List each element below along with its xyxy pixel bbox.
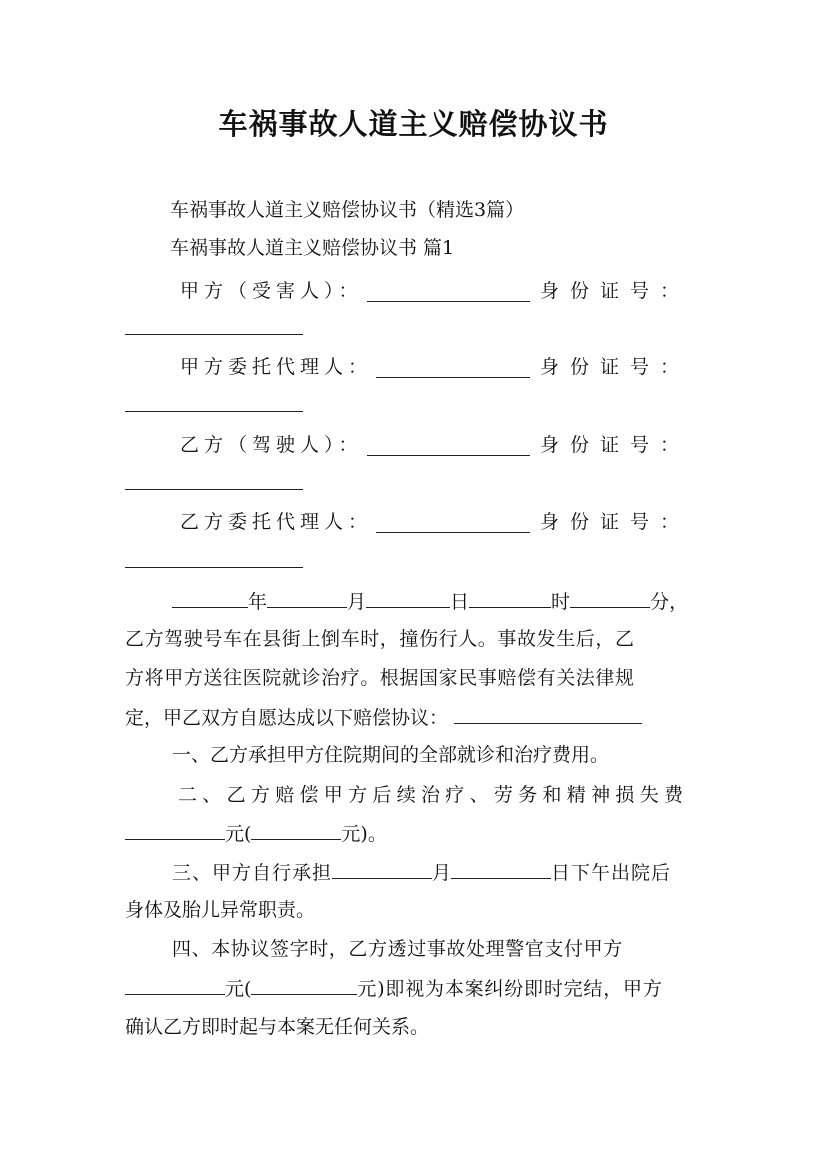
clause-text: 三、甲方自行承担: [172, 862, 333, 884]
clause-1: 一、乙方承担甲方住院期间的全部就诊和治疗费用。: [172, 744, 610, 766]
party-row-driver-agent: [180, 509, 690, 535]
year-label: 年: [248, 591, 268, 613]
blank-line: [251, 975, 357, 995]
id-label: 身份证号：: [539, 356, 690, 378]
party-row-victim-agent: [180, 354, 690, 380]
month-label: 月: [432, 862, 452, 884]
clause-4-line2: [125, 975, 663, 1002]
hour-label: 时: [551, 591, 571, 613]
clause-3-line1: [172, 859, 671, 886]
blank-line: [366, 588, 450, 608]
paragraph-line: [125, 704, 642, 731]
party-label: 乙方（驾驶人）：: [180, 434, 363, 456]
blank-line: [125, 975, 225, 995]
document-title: 车祸事故人道主义赔偿协议书: [218, 107, 609, 141]
datetime-line: [172, 588, 688, 615]
paragraph-line: 乙方驾驶号车在县街上倒车时，撞伤行人。事故发生后，乙: [125, 628, 635, 650]
minute-label: 分，: [650, 591, 689, 613]
section-heading: 车祸事故人道主义赔偿协议书 篇1: [170, 237, 455, 259]
party-label: 甲方委托代理人：: [180, 356, 373, 378]
clause-text: 元)即视为本案纠纷即时完结，甲方: [357, 978, 663, 1000]
unit-text: 元(: [225, 978, 252, 1000]
blank-line: [367, 282, 530, 302]
id-label: 身份证号：: [539, 434, 690, 456]
clause-4-line3: 确认乙方即时起与本案无任何关系。: [125, 1016, 430, 1038]
subtitle: 车祸事故人道主义赔偿协议书（精选3篇）: [170, 199, 525, 221]
blank-line: [570, 588, 650, 608]
blank-line: [125, 334, 303, 335]
blank-line: [267, 588, 347, 608]
blank-line: [451, 859, 551, 879]
blank-line: [469, 588, 551, 608]
id-label: 身份证号：: [539, 280, 690, 302]
paragraph-text: 定，甲乙双方自愿达成以下赔偿协议：: [125, 707, 449, 729]
blank-line: [454, 704, 642, 724]
blank-line: [332, 859, 432, 879]
party-row-driver: [180, 432, 690, 458]
unit-text: 元(: [225, 823, 252, 845]
unit-text: 元)。: [341, 823, 387, 845]
clause-2-line1: 二、乙方赔偿甲方后续治疗、劳务和精神损失费: [178, 784, 689, 806]
clause-4-line1: 四、本协议签字时，乙方透过事故处理警官支付甲方: [172, 938, 623, 960]
party-label: 乙方委托代理人：: [180, 511, 373, 533]
id-label: 身份证号：: [539, 511, 690, 533]
blank-line: [125, 411, 303, 412]
blank-line: [125, 489, 303, 490]
blank-line: [125, 820, 225, 840]
blank-line: [367, 436, 530, 456]
day-label: 日: [450, 591, 470, 613]
blank-line: [376, 513, 530, 533]
blank-line: [251, 820, 341, 840]
clause-3-line2: 身体及胎儿异常职责。: [125, 899, 316, 921]
party-label: 甲方（受害人）：: [180, 280, 363, 302]
blank-line: [125, 567, 303, 568]
clause-text: 日下午出院后: [551, 862, 672, 884]
party-row-victim: [180, 278, 690, 304]
clause-2-line2: [125, 820, 387, 847]
month-label: 月: [347, 591, 367, 613]
blank-line: [376, 358, 530, 378]
blank-line: [172, 588, 248, 608]
paragraph-line: 方将甲方送往医院就诊治疗。根据国家民事赔偿有关法律规: [125, 667, 635, 689]
